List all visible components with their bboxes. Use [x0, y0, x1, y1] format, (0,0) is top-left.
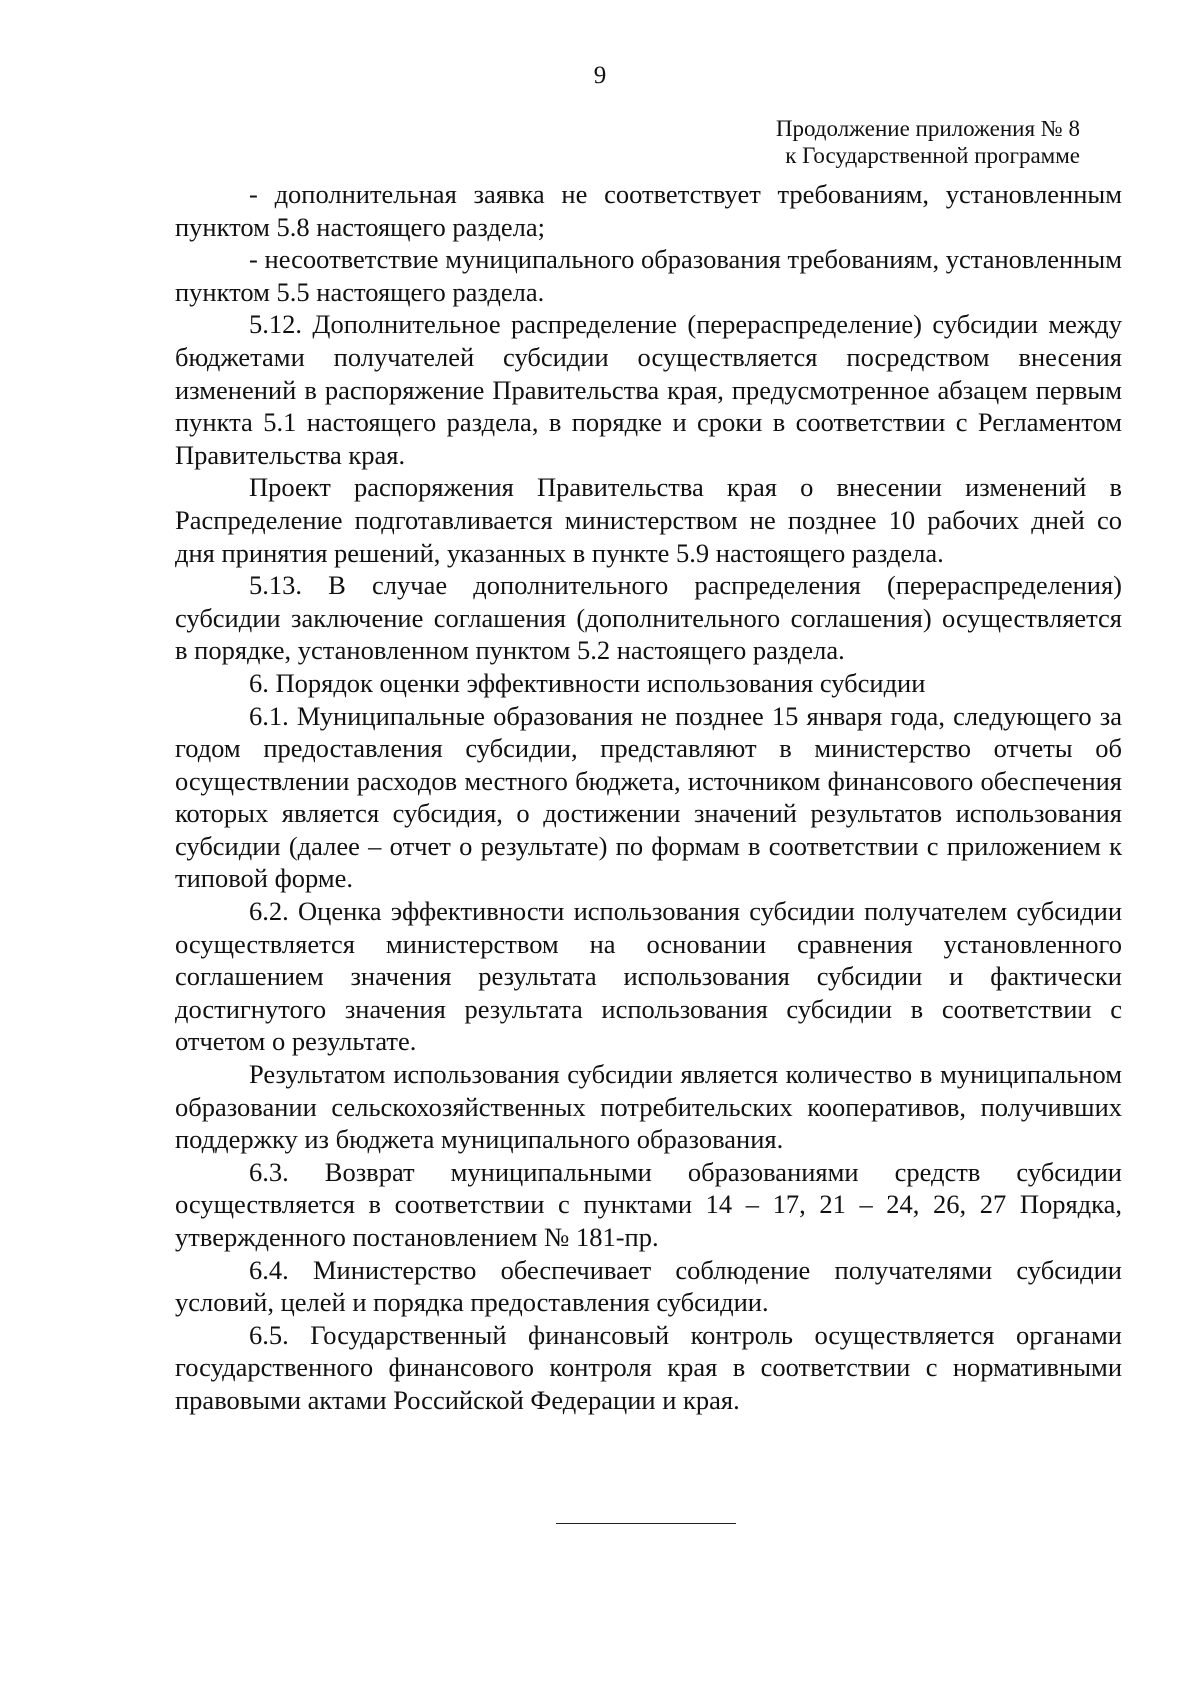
paragraph-6-2: 6.2. Оценка эффективности использования субсидии получателем субсидии осуществляется министерством на основании сравнения установленного соглашением значения результата использования субсидии и фактически достигнутого значения результата использования субсидии в соответствии с отчетом о результате. — [175, 896, 1122, 1057]
paragraph-6-5: 6.5. Государственный финансовый контроль осуществляется органами государственного финансового контроля края в соответствии с нормативными правовыми актами Российской Федерации и края. — [175, 1319, 1122, 1415]
section-heading-6: 6. Порядок оценки эффективности использования субсидии — [249, 667, 926, 698]
paragraph-5-12: 5.12. Дополнительное распределение (перераспределение) субсидии между бюджетами получателей субсидии осуществляется посредством внесения изменений в распоряжение Правительства края, предусмотренное абзацем первым пункта 5.1 настоящего раздела, в порядке и сроки в соответствии с Регламентом Правительства края. — [175, 309, 1122, 470]
paragraph-5-12-project: Проект распоряжения Правительства края о внесении изменений в Распределение подготавливается министерством не позднее 10 рабочих дней со дня принятия решений, указанных в пункте 5.9 настоящего раздела. — [175, 472, 1122, 568]
appendix-note — [776, 115, 1080, 169]
end-of-section-rule — [556, 1523, 736, 1524]
paragraph-6-2-result: Результатом использования субсидии является количество в муниципальном образовании сельскохозяйственных потребительских кооперативов, получивших поддержку из бюджета муниципального образования. — [175, 1059, 1122, 1155]
paragraph-5-13: 5.13. В случае дополнительного распределения (перераспределения) субсидии заключение соглашения (дополнительного соглашения) осуществляется в порядке, установленном пунктом 5.2 настоящего раздела. — [175, 570, 1122, 666]
document-body — [175, 178, 1122, 1417]
appendix-note-line2: к Государственной программе — [785, 143, 1080, 168]
page-number: 9 — [593, 62, 607, 89]
paragraph-6-4: 6.4. Министерство обеспечивает соблюдение получателями субсидии условий, целей и порядка предоставления субсидии. — [175, 1254, 1122, 1318]
appendix-note-line1: Продолжение приложения № 8 — [775, 116, 1080, 141]
paragraph-6-1: 6.1. Муниципальные образования не позднее 15 января года, следующего за годом предоставления субсидии, представляют в министерство отчеты об осуществлении расходов местного бюджета, источником финансового обеспечения которых является субсидия, о достижении значений результатов использования субсидии (далее – отчет о результате) по формам в соответствии с приложением к типовой форме. — [175, 700, 1122, 894]
paragraph-6-3: 6.3. Возврат муниципальными образованиями средств субсидии осуществляется в соответствии с пунктами 14 – 17, 21 – 24, 26, 27 Порядка, утвержденного постановлением № 181-пр. — [175, 1156, 1122, 1252]
paragraph-rejection-application: - дополнительная заявка не соответствует требованиям, установленным пунктом 5.8 настоящего раздела; — [175, 179, 1122, 242]
paragraph-rejection-mismatch: - несоответствие муниципального образования требованиям, установленным пунктом 5.5 настоящего раздела. — [175, 244, 1122, 307]
